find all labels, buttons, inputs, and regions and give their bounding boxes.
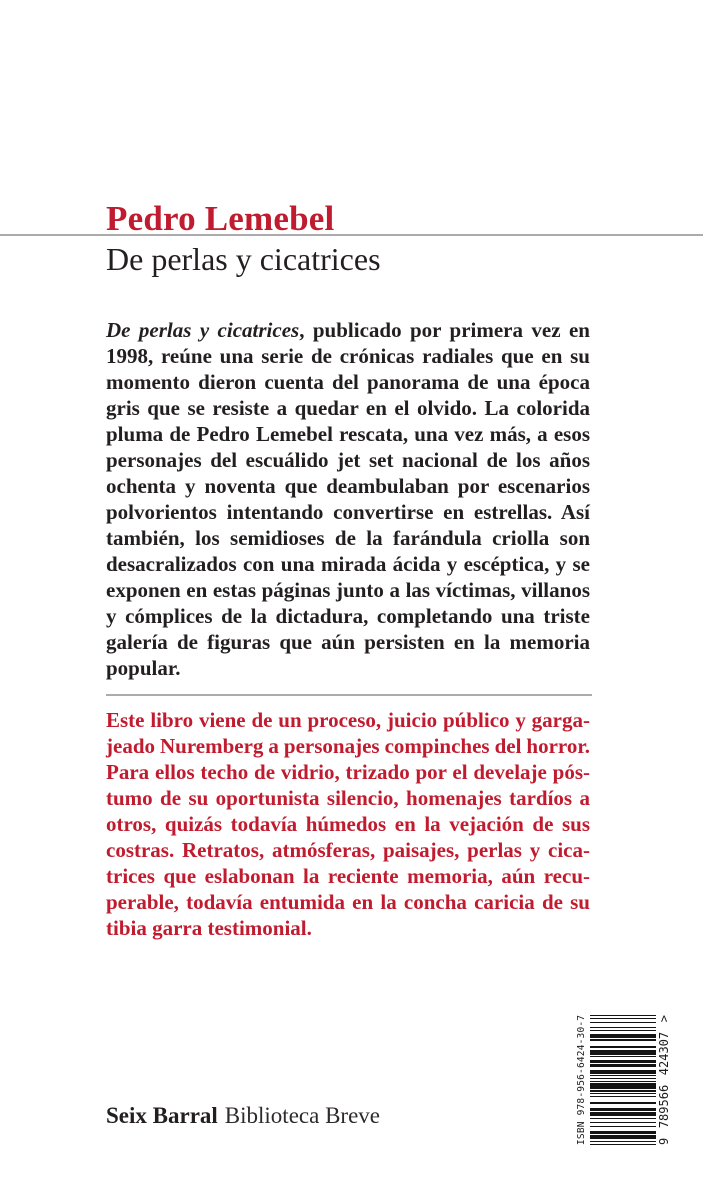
barcode-space	[590, 1140, 656, 1141]
barcode-bar	[590, 1096, 656, 1097]
text-line: desacralizados con una mirada ácida y escéptica, y se	[106, 552, 590, 576]
barcode-bar	[590, 1090, 656, 1091]
barcode-bar	[590, 1081, 656, 1082]
barcode-space	[590, 1119, 656, 1122]
barcode-space	[590, 1048, 656, 1051]
barcode-bar	[590, 1112, 656, 1116]
barcode-bar	[590, 1070, 656, 1074]
barcode-bar	[590, 1078, 656, 1079]
text-line: ochenta y noventa que deambulaban por escenarios	[106, 474, 590, 498]
barcode-bar	[590, 1135, 656, 1139]
text-line: De perlas y cicatrices, publicado por primera vez en	[106, 318, 590, 342]
barcode-bar	[590, 1093, 656, 1094]
barcode-bar	[590, 1108, 656, 1111]
barcode-space	[590, 1127, 656, 1131]
barcode-bar	[590, 1144, 656, 1145]
barcode-space	[590, 1111, 656, 1112]
barcode-space	[590, 1041, 656, 1046]
text-line: tumo de su oportunista silencio, homenajes tardíos a	[106, 786, 590, 810]
text-line: momento dieron cuenta del panorama de una época	[106, 370, 590, 394]
barcode-bar	[590, 1046, 656, 1047]
text-line: otros, quizás todavía húmedos en la vejación de sus	[106, 812, 590, 836]
text-line: costras. Retratos, atmósferas, paisajes, perlas y cica-	[106, 838, 590, 862]
barcode-bar	[590, 1131, 656, 1134]
text-line: también, los semidioses de la farándula criolla son	[106, 526, 590, 550]
text-line: tibia garra testimonial.	[106, 916, 312, 940]
blurb-paragraph	[106, 707, 590, 941]
barcode-bar	[590, 1060, 656, 1063]
barcode-bar	[590, 1034, 656, 1038]
text-line: gris que se resiste a quedar en el olvido. La colorida	[106, 396, 590, 420]
barcode-bar	[590, 1103, 656, 1104]
publisher-collection: Biblioteca Breve	[224, 1103, 380, 1128]
barcode-space	[590, 1019, 656, 1022]
barcode-space	[590, 1031, 656, 1034]
ean-lead-digit: 9	[657, 1137, 671, 1145]
barcode-space	[590, 1123, 656, 1126]
barcode-bar	[590, 1039, 656, 1040]
barcode-space	[590, 1089, 656, 1090]
text-line: perable, todavía entumida en la concha caricia de su	[106, 890, 590, 914]
barcode-space	[590, 1074, 656, 1075]
ean-group-2: 424307	[657, 1031, 671, 1076]
barcode-space	[590, 1116, 656, 1117]
text-line: Este libro viene de un proceso, juicio público y garga-	[106, 708, 590, 732]
barcode-space	[590, 1104, 656, 1108]
text-line: polvorientos intentando convertirse en estrellas. Así	[106, 500, 590, 524]
synopsis-paragraph	[106, 317, 590, 681]
barcode-space	[590, 1094, 656, 1095]
barcode-space	[590, 1079, 656, 1080]
barcode-bar	[590, 1075, 656, 1076]
barcode-space	[590, 1142, 656, 1143]
barcode-space	[590, 1023, 656, 1027]
publisher-imprint: Seix Barral	[106, 1103, 218, 1128]
barcode-space	[590, 1063, 656, 1064]
text-line: personajes del escuálido jet set nacional de los años	[106, 448, 590, 472]
text-line: y cómplices de la dictadura, completando una triste	[106, 604, 590, 628]
barcode-bar	[590, 1050, 656, 1054]
barcode-bar	[590, 1027, 656, 1028]
text-line: 1998, reúne una serie de crónicas radiales que en su	[106, 344, 590, 368]
barcode-space	[590, 1134, 656, 1135]
barcode-space	[590, 1092, 656, 1093]
barcode-space	[590, 1097, 656, 1102]
barcode-space	[590, 1028, 656, 1029]
barcode-bar	[590, 1083, 656, 1088]
barcode-space	[590, 1076, 656, 1077]
book-title: De perlas y cicatrices	[106, 241, 381, 277]
barcode-bars	[590, 1015, 656, 1145]
barcode-bar	[590, 1118, 656, 1119]
barcode-space	[590, 1082, 656, 1083]
author-name: Pedro Lemebel	[106, 199, 335, 238]
text-line: trices que eslabonan la reciente memoria, aún recu-	[106, 864, 590, 888]
text-line: galería de figuras que aún persisten en la memoria	[106, 630, 590, 654]
barcode-space	[590, 1057, 656, 1060]
barcode-bar	[590, 1015, 656, 1016]
isbn-label: ISBN 978-956-6424-30-7	[576, 1014, 587, 1145]
isbn-barcode	[575, 1015, 675, 1145]
text-line: Para ellos techo de vidrio, trizado por el develaje pós-	[106, 760, 590, 784]
text-line: jeado Nuremberg a personajes compinches del horror.	[106, 734, 590, 758]
barcode-bar	[590, 1064, 656, 1067]
text-line: pluma de Pedro Lemebel rescata, una vez más, a esos	[106, 422, 590, 446]
barcode-digits	[656, 1015, 673, 1145]
ean-group-1: 789566	[657, 1084, 671, 1129]
barcode-bar	[590, 1022, 656, 1023]
barcode-space	[590, 1055, 656, 1056]
barcode-space	[590, 1038, 656, 1039]
barcode-bar	[590, 1141, 656, 1142]
text-line: exponen en estas páginas junto a las víctimas, villanos	[106, 578, 590, 602]
blurb-rule	[106, 694, 592, 696]
barcode-bar	[590, 1122, 656, 1123]
text-line: popular.	[106, 656, 181, 680]
quiet-zone-mark: >	[657, 1015, 671, 1023]
publisher-line	[106, 1104, 380, 1127]
barcode-bar	[590, 1126, 656, 1127]
barcode-bar	[590, 1030, 656, 1031]
barcode-space	[590, 1016, 656, 1017]
barcode-bar	[590, 1056, 656, 1057]
barcode-bar	[590, 1018, 656, 1019]
barcode-space	[590, 1067, 656, 1070]
